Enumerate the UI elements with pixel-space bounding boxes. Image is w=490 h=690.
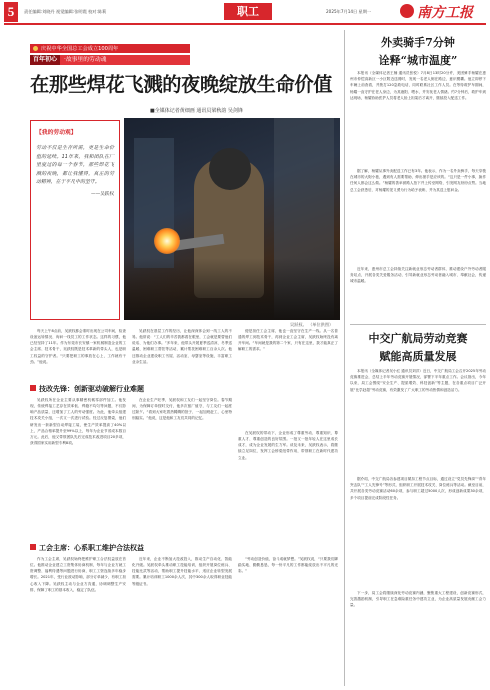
column-banner: 百年初心 ·故事里的劳动魂 xyxy=(30,55,190,65)
byline: ■全媒体记者黄细画 通讯员梁秋韵 吴剑锋 xyxy=(150,108,243,114)
column-1-text: 每天上午8点前，吴跃权都会准时出现在公司车间，检查设备运转情况、询问一线员工的工作状态。这样的习惯，他已经坚持了11年。作为东莞市长安镇一家机械制造企业的工会主席、技术骨干，吴跃权既是技术革新的带头人，也是职工权益的守护者。“只要把职工的事放在心上，工作就有干劲。”他说。 xyxy=(30,329,126,364)
newspaper-logo: 南方工报 xyxy=(400,1,486,21)
column-1-text-b: 吴跃权所在企业主要从事精密机械零部件加工。他发现，传统焊接工艺存在效率低、焊缝不均匀等问题，不仅影响产品质量，还增加了工人的劳动强度。为此，他牵头组建技术攻关小组，一次又一次进行试验。经过反复摸索，他们研发出一套新型自动焊接工装，使生产效率提高了40%以上，产品合格率提升至99%以上，每年为企业节省成本数百万元。此后，他又带领团队先后完成技术改进项目20多项，获得国家实用新型专利8项。 xyxy=(30,398,126,446)
editors-line: 责任编辑:刘晓丹 视觉编辑:张明霞 校对:陈莉 xyxy=(24,9,107,14)
page-number-badge: 5 xyxy=(4,2,18,22)
article-title: 在那些焊花飞溅的夜晚绽放生命价值 xyxy=(30,73,333,96)
labor-view-heading: 【我的劳动观】 xyxy=(36,130,77,136)
side-story-2-title: 中交广航局劳动竞赛 赋能高质量发展 xyxy=(368,332,468,363)
side-story-1-text-c: 近年来，惠州市总工会持续关注新就业形态劳动者群体，推动建设户外劳动者服务站点，开展各类关爱服务活动，引导新就业形态劳动者融入城市、奉献社会，传递城市温暖。 xyxy=(350,267,486,284)
column-2-text-b: 在企业生产旺季，吴跃权和工友们一起坚守岗位。春节期间，为保障订单按时交付，他多次留厂值守，与工友们一起度过除夕。“看到大家吃着热腾腾的饺子、一起加班赶工，心里特别踏实。”他说，这是他和工友们共同的记忆。 xyxy=(132,398,232,421)
side-story-2-text-c: 下一步，局工会将继续深化劳动竞赛内涵，聚焦重大工程建设，创新竞赛形式，完善激励机制，引导职工在急难险重任务中建功立业，为企业高质量发展贡献工会力量。 xyxy=(350,591,486,608)
side-divider xyxy=(350,324,486,325)
anniversary-banner: 庆祝中华全国总工会成立100周年 xyxy=(30,44,190,53)
logo-icon xyxy=(400,4,414,18)
column-2-text-c: 近年来，企业不断加大技改投入，推动生产自动化、智能化升级。吴跃权牵头推动职工技能培训，组织开展岗位练兵、技能比武等活动，帮助职工提升技能水平，适应企业转型发展需要。累计培训职工1000余人次，其中300余人取得职业技能等级证书。 xyxy=(132,557,232,586)
column-3-text-b: 在吴跃权的带动下，企业形成了尊重劳动、尊重知识、尊重人才、尊重创造的良好氛围。一批又一批年轻人在这里成长成才，成为企业发展的生力军。谈及未来，吴跃权表示，将继续立足岗位，发挥工会桥梁纽带作用，带领职工在新时代建功立业。 xyxy=(238,431,338,460)
side-story-1-text: 本报讯（全媒体记者王楠 通讯员张悦）7月8日13时20分许，美团骑手杨耀在惠州市仲恺高新区一小区附近送餐时，发现一名老人倒在路边，意识模糊。他立即停下车辆上前查看，并拨打120急救电话，同时联系社区工作人员。在等待救护车期间，杨耀一直守护在老人身边，为其遮阳、喂水，并安抚老人情绪。约7分钟后，救护车到达现场，杨耀协助医护人员将老人抬上担架后才离开，继续投入配送工作。 xyxy=(350,71,486,100)
column-divider xyxy=(344,30,345,686)
section-label: 职工 xyxy=(224,3,272,20)
side-story-2-text: 本报讯（全媒体记者吴小红 通讯员刘洋）近日，中交广航局工会召开2025年劳动竞赛推进会，总结上半年劳动竞赛开展情况，部署下半年重点工作。会议指出，今年以来，局工会围绕“安全生产、提质增效、科技创新”等主题，在各重点项目广泛开展“比学赶超”劳动竞赛，有效激发了广大职工的劳动热情和创造活力。 xyxy=(350,369,486,392)
side-story-1-text-b: 据了解，杨耀从事外卖配送工作已有3年。他表示，作为一名外卖骑手，每天穿梭在城市的大街小巷，遇到有人需要帮助，伸出援手是应该的。“这只是一件小事，换作任何人都会这么做。”杨耀的善举被路人拍下并上传至网络，引发网友纷纷点赞。当地总工会获悉后，对杨耀的见义勇为行为给予表彰，并为其送上慰问金。 xyxy=(350,169,486,192)
header-rule xyxy=(4,23,486,25)
section-heading-2: 工会主席：心系职工维护合法权益 xyxy=(30,543,150,552)
column-3-text-c: “劳动创造价值，奋斗成就梦想。”吴跃权说，“只要我们脚踏实地、勤勤恳恳，每一份平凡的工作都能绽放出不平凡的光彩。” xyxy=(238,557,338,574)
column-1-text-c: 作为工会主席，吴跃权始终把维护职工合法权益放在首位。他推动企业建立工资集体协商机制，每年与企业方就工资调整、福利待遇等问题进行协商，职工工资连续多年稳步增长。2021年，受行业波动影响，部分订单减少，有职工担心收入下降。吴跃权主动与企业方沟通，协调调整生产安排，保障了职工的基本收入，稳定了队伍。 xyxy=(30,557,126,592)
section-heading-1: 技改先锋：创新驱动破解行业难题 xyxy=(30,384,230,393)
issue-date: 2025年7月14日 星期一 xyxy=(326,9,372,14)
banner-dot-icon xyxy=(33,46,38,51)
side-story-2-text-b: 据介绍，中交广航局各参建项目紧扣工程节点目标，通过设立“党员先锋岗”“青年突击队”“工人先锋号”等形式，组织职工开展技术攻关、岗位练兵等活动。截至目前，共开展各类劳动竞赛活动60余项，参与职工超过5000人次，形成创新成果30余项，多个项目提前完成阶段性任务。 xyxy=(350,477,486,500)
section-marker-icon xyxy=(30,385,36,391)
photo-caption: 吴跃权。 （单位供图） xyxy=(290,322,334,327)
section-marker-icon-2 xyxy=(30,544,36,550)
worker-photo xyxy=(124,118,340,320)
column-3-text: 便是担任工会主席，他也一直坚守在生产一线。从一名普通的焊工到技术骨干，再到企业工会主席，吴跃权始终没有离开车间。“车间就是我的第二个家，只有在这里，我才能真正了解职工的需求。” xyxy=(238,329,338,352)
labor-view-box xyxy=(30,120,120,320)
column-2-text: 吴跃权在基层工作的经历，让他深深体会到一线工人的不易。他常说：“工人们的辛苦我都看在眼里，工会就是要替他们说话、为他们办事。”多年来，他带头开展夏季送清凉、冬季送温暖、困难职工帮扶等活动，累计帮扶困难职工百余人次。他还推动企业建设职工书屋、活动室、母婴室等设施，丰富职工业余生活。 xyxy=(132,329,232,364)
labor-view-sign: ——吴跃权 xyxy=(91,191,114,197)
side-story-1-title: 外卖骑手7分钟 诠释“城市温度” xyxy=(378,36,458,67)
labor-view-text: 劳动不仅是生存所需，更是生命价值的延续。11年来，我和团队在厂里度过的每一个春节，那些焊花飞溅的夜晚，都让我懂得，真正的劳动精神，在于平凡中的坚守。 xyxy=(36,145,114,185)
